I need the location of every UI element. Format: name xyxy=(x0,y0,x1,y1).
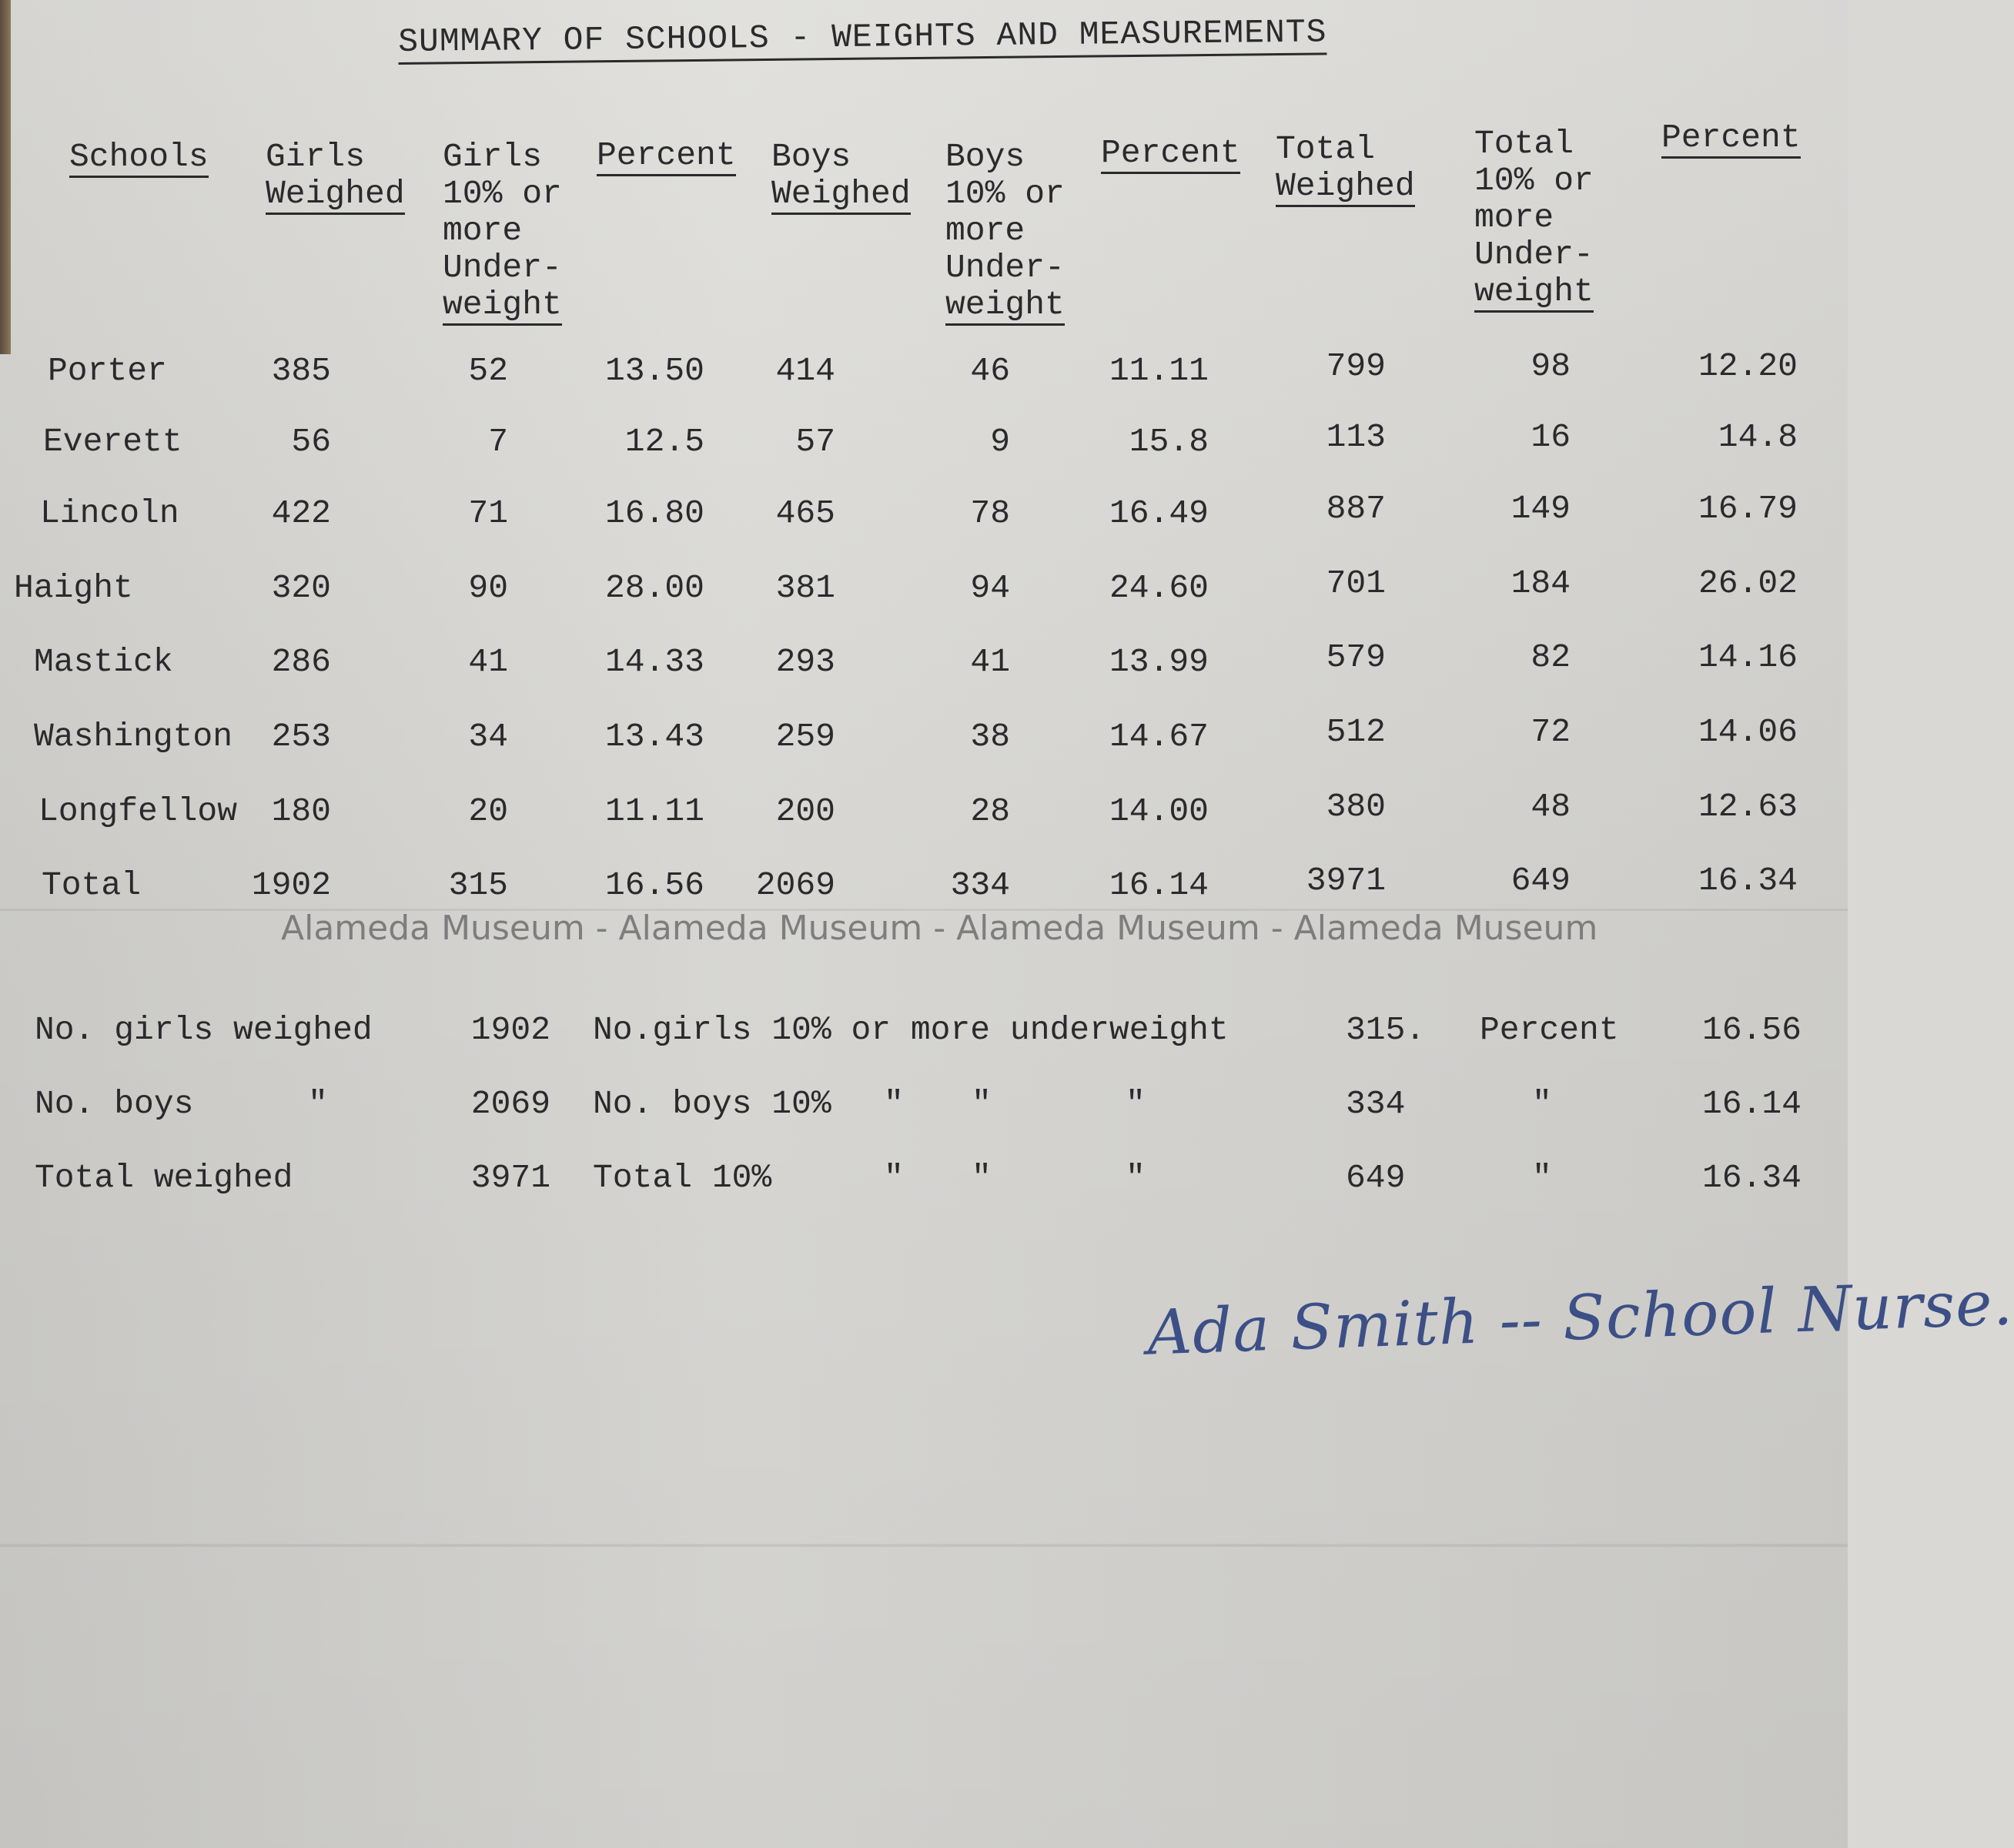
header-line: Boys xyxy=(945,138,1025,176)
table-cell-bu: 28 xyxy=(970,792,1010,830)
header-line: 10% or xyxy=(945,175,1065,213)
table-cell-gp: 14.33 xyxy=(604,643,704,681)
summary-d2: " xyxy=(884,1085,904,1123)
summary-label: No. boys xyxy=(35,1085,194,1123)
table-cell-gu: 71 xyxy=(468,494,508,532)
summary-pct: 16.14 xyxy=(1701,1085,1802,1123)
fold-line xyxy=(0,1544,1848,1547)
table-cell-gu: 315 xyxy=(448,866,508,904)
table-cell-gw: 320 xyxy=(271,569,331,607)
table-cell-gw: 385 xyxy=(271,352,331,390)
table-cell-bu: 41 xyxy=(970,643,1010,681)
table-cell-tw: 380 xyxy=(1326,788,1386,825)
table-cell-gp: 16.80 xyxy=(604,494,704,532)
table-cell-bp: 14.00 xyxy=(1109,792,1209,830)
summary-under: 649 xyxy=(1346,1159,1406,1197)
table-cell-bw: 293 xyxy=(775,643,835,681)
table-cell-tw: 113 xyxy=(1326,418,1386,456)
table-cell-bp: 16.14 xyxy=(1109,866,1209,904)
header-schools xyxy=(69,139,209,176)
header-line: more xyxy=(945,212,1025,249)
table-cell-tw: 887 xyxy=(1326,490,1386,527)
paper-edge xyxy=(0,0,11,354)
table-cell-gw: 180 xyxy=(271,792,331,830)
table-cell-bw: 381 xyxy=(775,569,835,607)
signature: Ada Smith -- School Nurse. xyxy=(1146,1267,2014,1369)
header-line: Percent xyxy=(597,136,736,176)
table-cell-bp: 14.67 xyxy=(1109,718,1209,755)
table-cell-bp: 24.60 xyxy=(1109,569,1209,607)
table-cell-tw: 701 xyxy=(1326,564,1386,602)
table-cell-tw: 512 xyxy=(1326,713,1386,751)
header-line: Schools xyxy=(69,138,209,178)
summary-plabel: " xyxy=(1532,1085,1552,1123)
table-cell-gp: 11.11 xyxy=(604,792,704,830)
school-name: Washington xyxy=(34,718,233,755)
table-cell-tw: 579 xyxy=(1326,638,1386,676)
header-line: Weighed xyxy=(771,175,911,215)
header-line: Boys xyxy=(771,138,851,176)
table-cell-tu: 48 xyxy=(1531,788,1571,825)
school-name: Porter xyxy=(48,352,167,390)
summary-plabel: " xyxy=(1532,1159,1552,1197)
header-line: Total xyxy=(1276,130,1376,168)
table-cell-bu: 334 xyxy=(950,866,1010,904)
summary-under: 315. xyxy=(1346,1011,1426,1049)
table-cell-tp: 14.16 xyxy=(1698,638,1798,676)
summary-d4: " xyxy=(1126,1085,1146,1123)
table-cell-gp: 28.00 xyxy=(604,569,704,607)
header-line: Girls xyxy=(266,138,366,176)
table-cell-tw: 3971 xyxy=(1306,862,1386,899)
summary-desc: No.girls 10% or more underweight xyxy=(593,1011,1229,1049)
header-girls-weighed xyxy=(266,139,405,213)
header-line: more xyxy=(1474,199,1554,236)
summary-pct: 16.34 xyxy=(1701,1159,1802,1197)
table-cell-tp: 14.06 xyxy=(1698,713,1798,751)
table-cell-tp: 26.02 xyxy=(1698,564,1798,602)
table-cell-bp: 15.8 xyxy=(1129,423,1209,460)
header-line: Girls xyxy=(443,138,543,176)
table-cell-tp: 16.34 xyxy=(1698,862,1798,899)
table-cell-gp: 13.50 xyxy=(604,352,704,390)
summary-desc: Total 10% xyxy=(593,1159,772,1197)
table-cell-tu: 649 xyxy=(1510,862,1571,899)
table-cell-gu: 34 xyxy=(468,718,508,755)
table-cell-gp: 13.43 xyxy=(604,718,704,755)
header-line: more xyxy=(443,212,523,249)
table-cell-bu: 46 xyxy=(970,352,1010,390)
header-line: 10% or xyxy=(443,175,562,213)
table-cell-bu: 9 xyxy=(990,423,1010,460)
table-cell-tw: 799 xyxy=(1326,347,1386,385)
header-boys-weighed xyxy=(771,139,911,213)
table-cell-gw: 286 xyxy=(271,643,331,681)
summary-d3: " xyxy=(972,1159,992,1197)
table-cell-bu: 78 xyxy=(970,494,1010,532)
table-cell-gu: 20 xyxy=(468,792,508,830)
watermark: Alameda Museum - Alameda Museum - Alameda Museum - Alameda Museum xyxy=(281,909,1598,948)
table-cell-bw: 465 xyxy=(775,494,835,532)
table-cell-gw: 422 xyxy=(271,494,331,532)
school-name: Mastick xyxy=(34,643,173,681)
table-cell-gu: 7 xyxy=(488,423,508,460)
summary-ditto1: " xyxy=(308,1085,328,1123)
table-cell-bw: 259 xyxy=(775,718,835,755)
table-cell-gu: 41 xyxy=(468,643,508,681)
header-girls-under xyxy=(443,139,562,323)
table-cell-tp: 12.20 xyxy=(1698,347,1798,385)
table-cell-bu: 38 xyxy=(970,718,1010,755)
summary-label: No. girls weighed xyxy=(35,1011,373,1049)
header-line: Percent xyxy=(1661,119,1801,159)
summary-under: 334 xyxy=(1346,1085,1406,1123)
table-cell-bp: 16.49 xyxy=(1109,494,1209,532)
header-line: 10% or xyxy=(1474,162,1594,199)
table-cell-gu: 52 xyxy=(468,352,508,390)
table-cell-bp: 13.99 xyxy=(1109,643,1209,681)
summary-count: 1902 xyxy=(470,1011,550,1049)
school-name: Lincoln xyxy=(40,494,179,532)
summary-count: 2069 xyxy=(470,1085,550,1123)
header-line: Total xyxy=(1474,125,1574,162)
table-cell-bp: 11.11 xyxy=(1109,352,1209,390)
header-line: Weighed xyxy=(1276,167,1415,207)
summary-pct: 16.56 xyxy=(1701,1011,1802,1049)
header-boys-under xyxy=(945,139,1065,323)
table-cell-bu: 94 xyxy=(970,569,1010,607)
table-cell-gw: 1902 xyxy=(251,866,331,904)
header-line: weight xyxy=(945,286,1065,326)
header-boys-percent xyxy=(1101,135,1240,172)
school-name: Everett xyxy=(43,423,182,460)
summary-d4: " xyxy=(1126,1159,1146,1197)
table-cell-gw: 253 xyxy=(271,718,331,755)
summary-plabel: Percent xyxy=(1480,1011,1619,1049)
table-cell-bw: 57 xyxy=(795,423,835,460)
header-line: weight xyxy=(443,286,562,326)
header-total-percent xyxy=(1661,119,1801,156)
page-title: SUMMARY OF SCHOOLS - WEIGHTS AND MEASUREMENTS xyxy=(398,13,1327,65)
summary-count: 3971 xyxy=(470,1159,550,1197)
header-line: Under- xyxy=(1474,236,1594,273)
header-line: Under- xyxy=(945,249,1065,286)
summary-desc: No. boys 10% xyxy=(593,1085,831,1123)
table-cell-gu: 90 xyxy=(468,569,508,607)
table-cell-gp: 16.56 xyxy=(604,866,704,904)
table-cell-tp: 14.8 xyxy=(1718,418,1798,456)
header-total-weighed xyxy=(1276,131,1415,205)
table-cell-tu: 98 xyxy=(1531,347,1571,385)
header-total-under xyxy=(1474,126,1594,310)
table-cell-tu: 149 xyxy=(1510,490,1571,527)
school-name: Total xyxy=(42,866,142,904)
table-cell-gw: 56 xyxy=(291,423,331,460)
summary-d2: " xyxy=(884,1159,904,1197)
summary-label: Total weighed xyxy=(35,1159,293,1197)
table-cell-tu: 82 xyxy=(1531,638,1571,676)
table-cell-tu: 72 xyxy=(1531,713,1571,751)
table-cell-gp: 12.5 xyxy=(624,423,704,460)
header-line: weight xyxy=(1474,273,1594,313)
header-line: Percent xyxy=(1101,134,1240,174)
table-cell-bw: 2069 xyxy=(755,866,835,904)
table-cell-tp: 16.79 xyxy=(1698,490,1798,527)
table-cell-bw: 200 xyxy=(775,792,835,830)
school-name: Longfellow xyxy=(38,792,238,830)
school-name: Haight xyxy=(14,569,133,607)
table-cell-tp: 12.63 xyxy=(1698,788,1798,825)
header-girls-percent xyxy=(597,137,736,174)
table-cell-bw: 414 xyxy=(775,352,835,390)
table-cell-tu: 184 xyxy=(1510,564,1571,602)
table-cell-tu: 16 xyxy=(1531,418,1571,456)
summary-d3: " xyxy=(972,1085,992,1123)
header-line: Weighed xyxy=(266,175,405,215)
header-line: Under- xyxy=(443,249,562,286)
